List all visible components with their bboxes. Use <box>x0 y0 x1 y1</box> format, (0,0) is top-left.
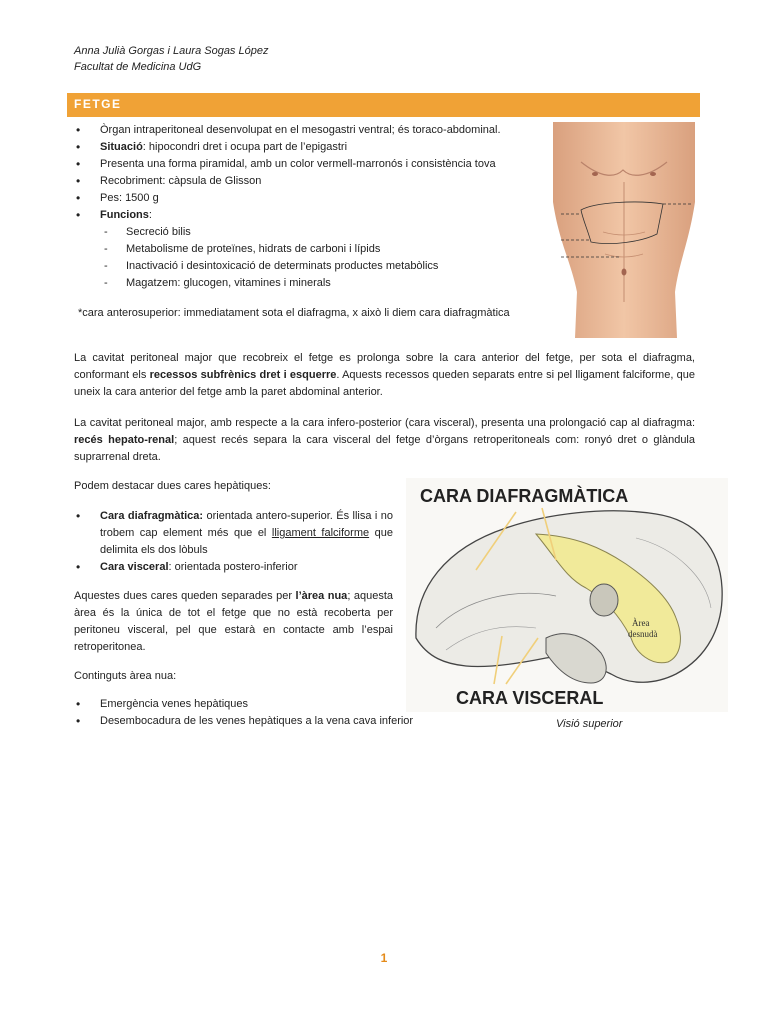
paragraph-subphrenic: La cavitat peritoneal major que recobreix el fetge es prolonga sobre la cara anterior del fetge, per sota el diafragma, conformant els recessos subfrènics dret i esquerre. Aquests recessos queden separats entre si pel lligament falciforme, que uneix la cara anterior del fetge amb la paret abdominal anterior. <box>74 352 695 398</box>
falciform-ligament-term: lligament falciforme <box>271 527 370 539</box>
functions-list <box>100 224 544 292</box>
list-item: • Cara diafragmàtica: orientada antero-superior. És llisa i no trobem cap element més que el lligament falciforme que delimita els dos lòbuls <box>74 508 393 559</box>
diaphragmatic-note: *cara anterosuperior: immediatament sota el diafragma, x això li diem cara diafragmàtica <box>78 307 510 319</box>
list-item: • Funcions: - Secreció bilis - Metabolisme de proteïnes, hidrats de carboni i lípids - Inactivació i desintoxicació de determinats productes metabòlics - Magatzem: glucogen, vitamines i minerals <box>74 207 544 292</box>
funcions-label: Funcions <box>100 209 149 221</box>
function-item: - Metabolisme de proteïnes, hidrats de carboni i lípids <box>100 241 544 258</box>
function-item: - Secreció bilis <box>100 224 544 241</box>
document-header <box>74 43 268 75</box>
paragraph-bare-area: Aquestes dues cares queden separades per l’àrea nua; aquesta àrea és la única de tot el fetge que no està recoberta per peritoneu visceral, pel que estarà en contacte amb l’espai retroperitonea. <box>74 590 393 653</box>
liver-diagram <box>406 478 728 712</box>
torso-illustration <box>551 122 697 338</box>
situacio-label: Situació <box>100 141 143 153</box>
liver-faces <box>74 508 393 576</box>
diaphragmatic-face-label: CARA DIAFRAGMÀTICA <box>420 486 629 506</box>
hepatorenal-recess-term: recés hepato-renal <box>74 434 175 446</box>
liver-features <box>74 122 544 292</box>
faces-list <box>74 508 393 576</box>
faculty-line: Facultat de Medicina UdG <box>74 61 202 73</box>
list-item: • Situació: hipocondri dret i ocupa part de l’epigastri <box>74 139 544 156</box>
figure-caption: Visió superior <box>556 718 623 730</box>
list-item: • Emergència venes hepàtiques <box>74 696 544 713</box>
function-item: - Inactivació i desintoxicació de determinats productes metabòlics <box>100 258 544 275</box>
page-number: 1 <box>380 951 388 965</box>
bare-area-label-line1: Àrea <box>632 618 650 628</box>
contents-intro: Continguts àrea nua: <box>74 670 177 682</box>
list-item: • Cara visceral: orientada postero-inferior <box>74 559 393 576</box>
paragraph-hepatorenal: La cavitat peritoneal major, amb respecte a la cara infero-posterior (cara visceral), presenta una prolongació cap al diafragma: recés hepato-renal; aquest recés separa la cara visceral del fetge d’òrgans retroperitoneals com: ronyó dret o glàndula suprarrenal dreta. <box>74 417 695 463</box>
visceral-face-label: CARA VISCERAL <box>456 688 604 708</box>
faces-intro: Podem destacar dues cares hepàtiques: <box>74 480 271 492</box>
section-title: FETGE <box>74 97 122 111</box>
authors-line: Anna Julià Gorgas i Laura Sogas López <box>74 45 269 57</box>
function-item: - Magatzem: glucogen, vitamines i minerals <box>100 275 544 292</box>
liver-figure <box>406 478 728 712</box>
list-item: • Desembocadura de les venes hepàtiques a la vena cava inferior <box>74 713 544 730</box>
section-header-bar <box>67 93 700 117</box>
list-item: • Òrgan intraperitoneal desenvolupat en el mesogastri ventral; és toraco-abdominal. <box>74 122 544 139</box>
bare-area-term: l’àrea nua <box>295 590 348 602</box>
subphrenic-recesses-term: recessos subfrènics dret i esquerre <box>149 369 337 381</box>
list-item: • Presenta una forma piramidal, amb un color vermell-marronós i consistència tova <box>74 156 544 173</box>
bare-area-label-line2: desnudà <box>628 629 658 639</box>
torso-photo <box>551 122 697 338</box>
liver-features-list <box>74 122 544 292</box>
list-item: • Pes: 1500 g <box>74 190 544 207</box>
list-item: • Recobriment: càpsula de Glisson <box>74 173 544 190</box>
